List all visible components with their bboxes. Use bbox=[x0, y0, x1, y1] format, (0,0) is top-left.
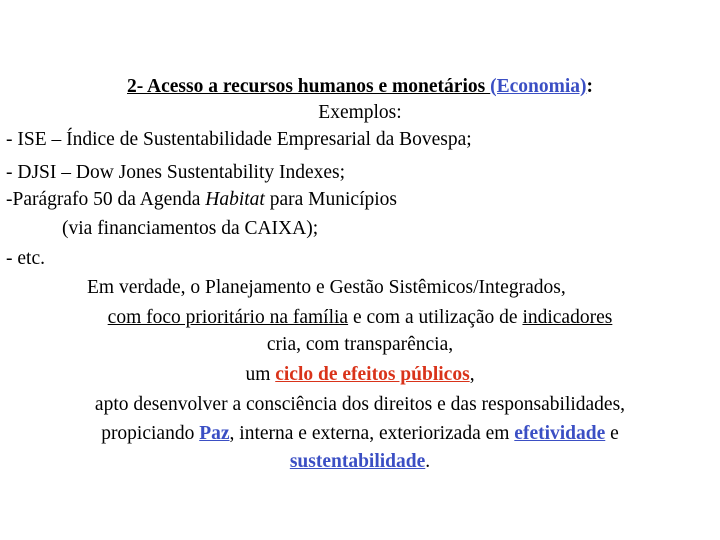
body-line-6-prefix: propiciando bbox=[101, 423, 200, 444]
paz: Paz bbox=[199, 423, 230, 444]
body-line-7-period: . bbox=[425, 451, 431, 472]
foco-familia: com foco prioritário na família bbox=[107, 307, 349, 328]
body-line-3: cria, com transparência, bbox=[266, 334, 454, 355]
list-item-etc: - etc. bbox=[6, 248, 45, 269]
ciclo-efeitos-publicos: ciclo de efeitos públicos bbox=[275, 364, 470, 385]
body-line-6-end: e bbox=[605, 423, 619, 444]
body-line-5: apto desenvolver a consciência dos direitos e das responsabilidades, bbox=[94, 394, 626, 415]
heading-text: 2- Acesso a recursos humanos e monetários bbox=[127, 76, 491, 97]
list-item-ise: - ISE – Índice de Sustentabilidade Empresarial da Bovespa; bbox=[6, 129, 472, 150]
body-line-1: Em verdade, o Planejamento e Gestão Sistêmicos/Integrados, bbox=[87, 277, 566, 298]
list-item-agenda bbox=[6, 187, 397, 213]
body-line-7 bbox=[0, 449, 720, 475]
subtitle: Exemplos: bbox=[318, 102, 402, 123]
list-item-agenda-cont: (via financiamentos da CAIXA); bbox=[62, 218, 319, 239]
list-item-djsi: - DJSI – Dow Jones Sustentability Indexes; bbox=[6, 162, 346, 183]
body-line-2-mid: e com a utilização de bbox=[348, 307, 523, 328]
body-line-4-prefix: um bbox=[245, 364, 276, 385]
agenda-suffix: para Municípios bbox=[264, 189, 397, 210]
indicadores: indicadores bbox=[522, 307, 613, 328]
agenda-habitat: Habitat bbox=[205, 189, 265, 210]
heading-colon: : bbox=[586, 76, 593, 97]
heading-economia: (Economia) bbox=[490, 76, 587, 97]
body-line-4-comma: , bbox=[469, 364, 475, 385]
body-line-2 bbox=[0, 305, 720, 331]
body-line-6 bbox=[0, 421, 720, 447]
efetividade: efetividade bbox=[514, 423, 606, 444]
heading bbox=[0, 74, 720, 100]
body-line-4 bbox=[0, 362, 720, 388]
agenda-prefix: -Parágrafo 50 da Agenda bbox=[6, 189, 206, 210]
sustentabilidade: sustentabilidade bbox=[289, 451, 426, 472]
body-line-6-mid: , interna e externa, exteriorizada em bbox=[229, 423, 515, 444]
